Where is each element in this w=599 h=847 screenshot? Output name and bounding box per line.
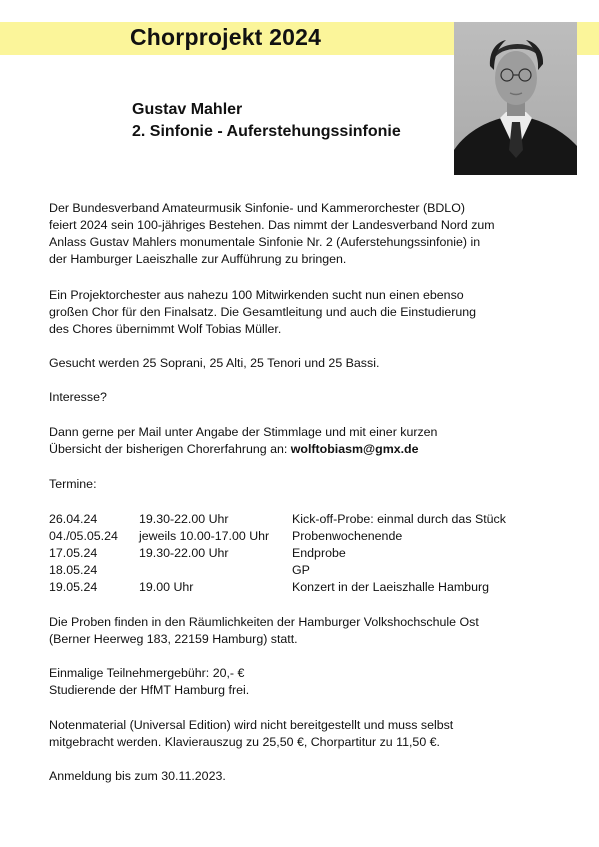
schedule-date: 04./05.05.24	[49, 529, 118, 543]
text-line: Termine:	[49, 477, 97, 491]
text-line: (Berner Heerweg 183, 22159 Hamburg) statt.	[49, 632, 298, 646]
schedule-desc: GP	[292, 563, 310, 577]
text-line: Gesucht werden 25 Soprani, 25 Alti, 25 Tenori und 25 Bassi.	[49, 356, 380, 370]
text-line: Studierende der HfMT Hamburg frei.	[49, 683, 250, 697]
text-line: Interesse?	[49, 390, 107, 404]
schedule-date: 17.05.24	[49, 546, 98, 560]
text-line: Der Bundesverband Amateurmusik Sinfonie- und Kammerorchester (BDLO)	[49, 201, 465, 215]
registration-deadline	[49, 768, 549, 785]
schedule-time: 19.30-22.00 Uhr	[139, 546, 229, 560]
schedule-desc: Konzert in der Laeiszhalle Hamburg	[292, 580, 489, 594]
email-link[interactable]: wolftobiasm@gmx.de	[290, 442, 419, 456]
voices-paragraph	[49, 355, 549, 372]
schedule-date: 26.04.24	[49, 512, 98, 526]
text-line: Die Proben finden in den Räumlichkeiten der Hamburger Volkshochschule Ost	[49, 615, 479, 629]
page-title: Chorprojekt 2024	[130, 24, 322, 50]
sheet-music-paragraph	[49, 717, 549, 751]
termine-label	[49, 476, 549, 493]
text-line: Anmeldung bis zum 30.11.2023.	[49, 769, 226, 783]
text-line: Ein Projektorchester aus nahezu 100 Mitwirkenden sucht nun einen ebenso	[49, 288, 464, 302]
text-line: Dann gerne per Mail unter Angabe der Stimmlage und mit einer kurzen	[49, 425, 438, 439]
work-title: 2. Sinfonie - Auferstehungssinfonie	[132, 123, 401, 140]
text-line: Einmalige Teilnehmergebühr: 20,- €	[49, 666, 245, 680]
schedule-desc: Kick-off-Probe: einmal durch das Stück	[292, 512, 506, 526]
schedule-desc: Probenwochenende	[292, 529, 403, 543]
text-line: feiert 2024 sein 100-jähriges Bestehen. Das nimmt der Landesverband Nord zum	[49, 218, 495, 232]
schedule-desc: Endprobe	[292, 546, 346, 560]
schedule-time: 19.00 Uhr	[139, 580, 194, 594]
intro-paragraph	[49, 200, 549, 268]
composer-name: Gustav Mahler	[132, 101, 243, 118]
text-line: Notenmaterial (Universal Edition) wird nicht bereitgestellt und muss selbst	[49, 718, 454, 732]
schedule-date: 19.05.24	[49, 580, 98, 594]
text-line: des Chores übernimmt Wolf Tobias Müller.	[49, 322, 282, 336]
schedule-date: 18.05.24	[49, 563, 98, 577]
text-line: der Hamburger Laeiszhalle zur Aufführung zu bringen.	[49, 252, 347, 266]
text-line: Anlass Gustav Mahlers monumentale Sinfonie Nr. 2 (Auferstehungssinfonie) in	[49, 235, 481, 249]
fee-paragraph	[49, 665, 549, 699]
portrait-photo	[454, 22, 577, 175]
text-line: mitgebracht werden. Klavierauszug zu 25,50 €, Chorpartitur zu 11,50 €.	[49, 735, 440, 749]
schedule-time: 19.30-22.00 Uhr	[139, 512, 229, 526]
contact-paragraph	[49, 424, 549, 458]
orchestra-paragraph	[49, 287, 549, 338]
location-paragraph	[49, 614, 549, 648]
text-line	[49, 441, 549, 458]
interest-paragraph	[49, 389, 549, 406]
contact-text: Übersicht der bisherigen Chorerfahrung an:	[49, 442, 291, 456]
text-line: großen Chor für den Finalsatz. Die Gesamtleitung und auch die Einstudierung	[49, 305, 477, 319]
portrait-image	[454, 22, 577, 175]
schedule-time: jeweils 10.00-17.00 Uhr	[139, 529, 270, 543]
